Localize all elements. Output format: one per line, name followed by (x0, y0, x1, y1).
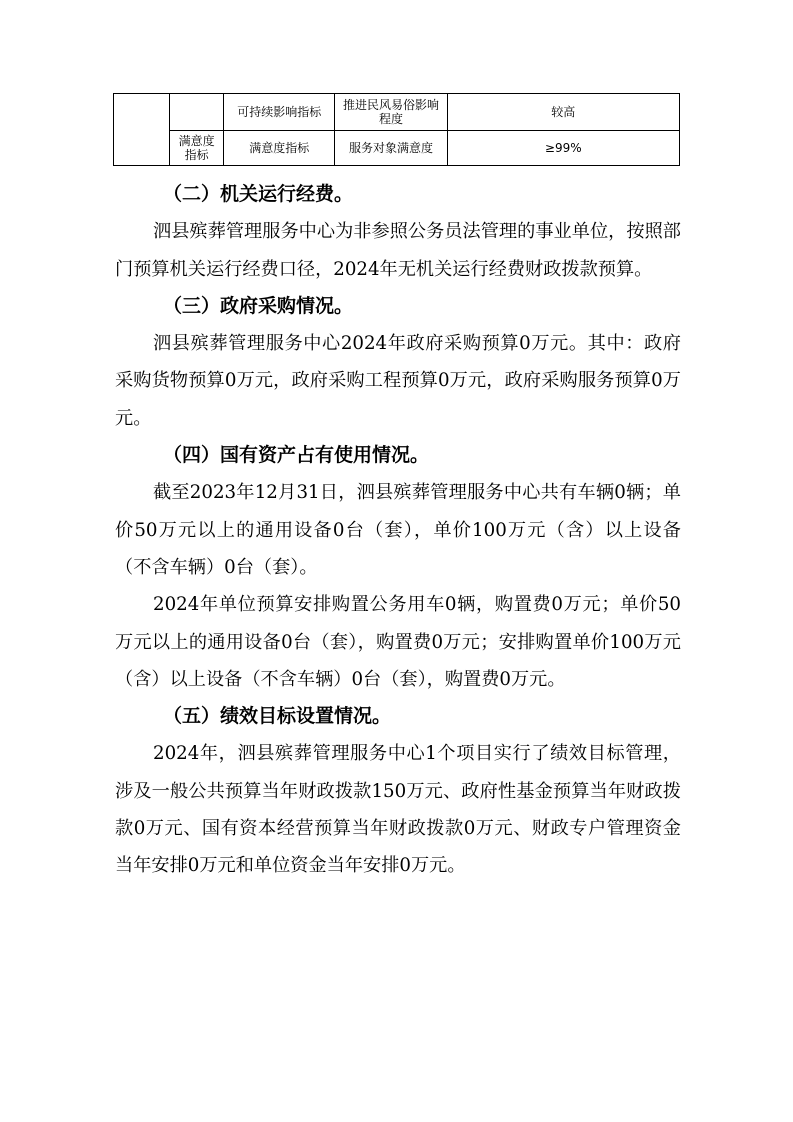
table-cell-level2: 可持续影响指标 (224, 94, 335, 131)
section-heading: （二）机关运行经费。 (163, 183, 354, 205)
paragraph: 2024年，泗县殡葬管理服务中心1个项目实行了绩效目标管理，涉及一般公共预算当年财政拨款150万元、政府性基金预算当年财政拨款0万元、国有资本经营预算当年财政拨款0万元、财政专户管理资金当年安排0万元和单位资金当年安排0万元。 (115, 743, 681, 877)
paragraph: 2024年单位预算安排购置公务用车0辆，购置费0万元；单价50万元以上的通用设备0台（套），购置费0万元；安排购置单价100万元（含）以上设备（不含车辆）0台（套），购置费0万元。 (115, 594, 681, 690)
paragraph: 泗县殡葬管理服务中心2024年政府采购预算0万元。其中：政府采购货物预算0万元，政府采购工程预算0万元，政府采购服务预算0万元。 (115, 333, 681, 429)
table-cell-empty (114, 94, 170, 166)
performance-metrics-table (113, 93, 680, 166)
section-heading: （三）政府采购情况。 (163, 294, 354, 317)
table-cell-empty (170, 94, 224, 131)
body-text (115, 176, 681, 885)
table-cell-level1: 满意度指标 (170, 131, 224, 166)
table-cell-level3: 推进民风易俗影响程度 (335, 94, 447, 131)
section-heading: （五）绩效目标设置情况。 (163, 705, 392, 728)
section-heading: （四）国有资产占有使用情况。 (163, 444, 430, 467)
table-row (114, 94, 680, 131)
table-cell-level2: 满意度指标 (224, 131, 335, 166)
table-cell-value: ≥99% (447, 131, 679, 166)
paragraph: 截至2023年12月31日，泗县殡葬管理服务中心共有车辆0辆；单价50万元以上的通用设备0台（套），单价100万元（含）以上设备（不含车辆）0台（套）。 (115, 482, 681, 578)
table-cell-level3: 服务对象满意度 (335, 131, 447, 166)
table-row (114, 131, 680, 166)
paragraph: 泗县殡葬管理服务中心为非参照公务员法管理的事业单位，按照部门预算机关运行经费口径，2024年无机关运行经费财政拨款预算。 (115, 221, 681, 280)
table-cell-value: 较高 (447, 94, 679, 131)
